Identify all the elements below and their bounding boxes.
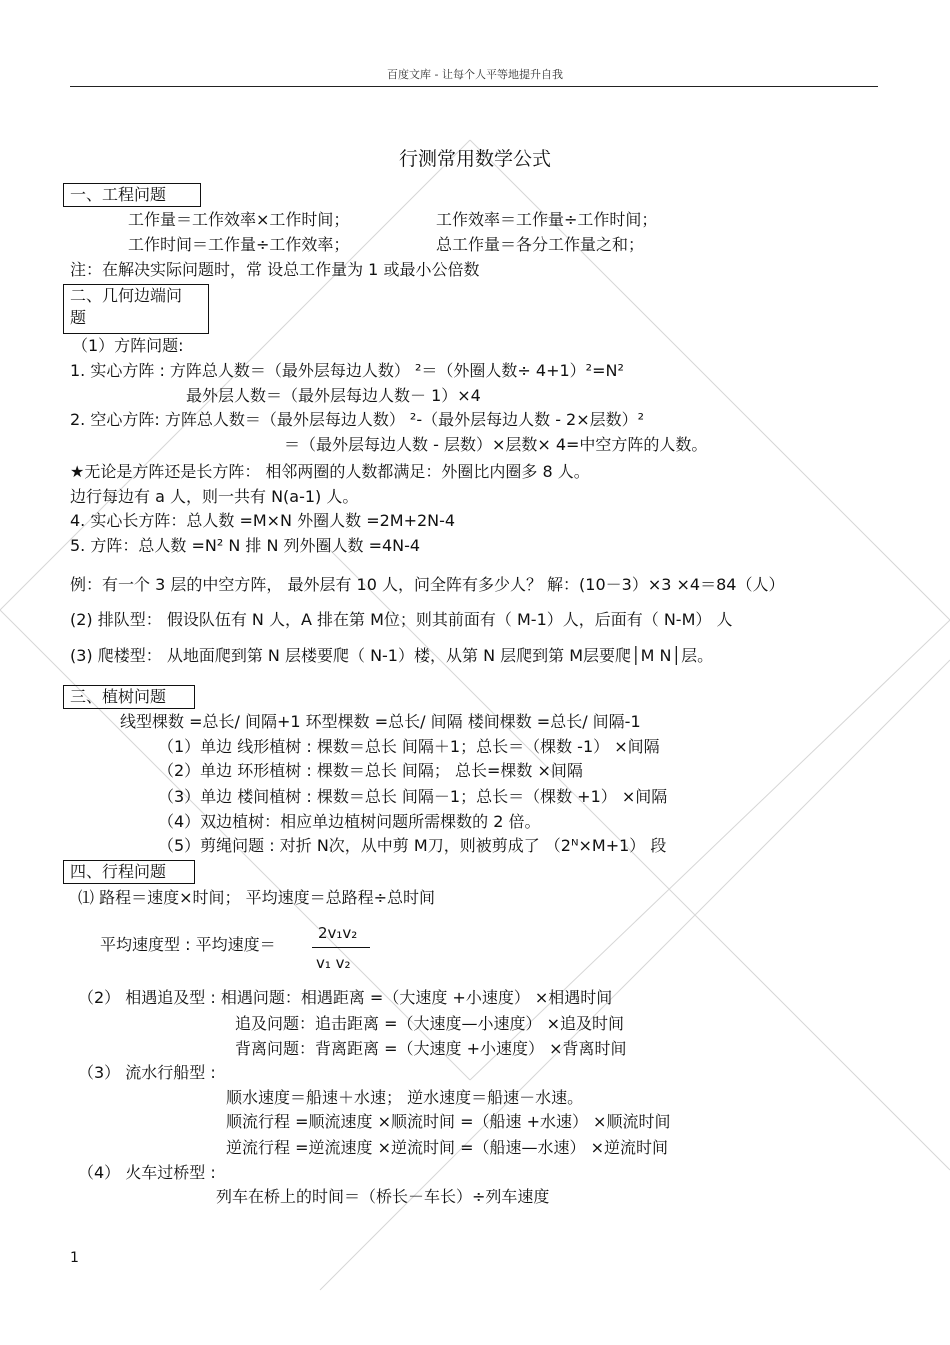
chasing-line: 追及问题：追击距离 =（大速度—小速度） ×追及时间 [235,1014,624,1033]
tree-linear-line: （1）单边 线形植树 : 棵数＝总长 间隔＋1；总长＝（棵数 -1） ×间隔 [158,737,660,756]
separating-line: 背离问题：背离距离 =（大速度 +小速度） ×背离时间 [235,1039,627,1058]
solid-square-line: 1. 实心方阵 : 方阵总人数＝（最外层每边人数） ²＝（外圈人数÷ 4+1）²=N² [70,361,624,380]
section-heading-engineering: 一、工程问题 [63,183,201,207]
downstream-line: 顺流行程 =顺流速度 ×顺流时间 =（船速 +水速） ×顺流时间 [226,1112,671,1131]
hollow-square-line: 2. 空心方阵: 方阵总人数＝（最外层每边人数） ²-（最外层每边人数 - 2×层数）² [70,410,645,429]
page-header: 百度文库 - 让每个人平等地提升自我 [387,68,563,81]
section-heading-travel: 四、行程问题 [63,860,195,884]
tree-count-summary: 线型棵数 =总长/ 间隔+1 环型棵数 =总长/ 间隔 楼间棵数 =总长/ 间隔-1 [120,712,641,731]
train-bridge-line: 列车在桥上的时间＝（桥长－车长）÷列车速度 [216,1187,550,1206]
section-heading-geometry [63,284,209,334]
formula-work-time: 工作时间＝工作量÷工作效率； [128,235,350,254]
boat-type-line: （3） 流水行船型 : [78,1063,216,1082]
stairs-type-line: (3) 爬楼型： 从地面爬到第 N 层楼要爬（ N-1）楼，从第 N 层爬到第 M层要爬│M N│层。 [70,646,714,665]
queue-type-line: (2) 排队型： 假设队伍有 N 人，A 排在第 M位；则其前面有（ M-1）人，后面有（ N-M） 人 [70,610,733,629]
section-heading-geometry-line1: 二、几何边端问 [70,286,183,305]
solid-rectangle-line: 4. 实心长方阵：总人数 =M×N 外圈人数 =2M+2N-4 [70,511,456,530]
train-type-line: （4） 火车过桥型 : [78,1163,216,1182]
upstream-line: 逆流行程 =逆流速度 ×逆流时间 =（船速—水速） ×逆流时间 [226,1138,668,1157]
distance-line: ⑴ 路程＝速度×时间； 平均速度＝总路程÷总时间 [78,888,435,907]
tree-ring-line: （2）单边 环形植树 : 棵数＝总长 间隔； 总长=棵数 ×间隔 [158,761,583,780]
formula-work-efficiency: 工作效率＝工作量÷工作时间； [436,210,658,229]
section-heading-geometry-line2: 题 [70,308,87,327]
edge-row-line: 边行每边有 a 人，则一共有 N(a-1) 人。 [70,487,359,506]
average-speed-denominator: v₁ v₂ [316,954,351,972]
average-speed-label: 平均速度型 : 平均速度＝ [100,935,276,954]
tree-building-line: （3）单边 楼间植树 : 棵数＝总长 间隔－1；总长＝（棵数 +1） ×间隔 [158,787,668,806]
section-heading-tree-planting: 三、植树问题 [63,685,195,709]
page-title: 行测常用数学公式 [398,148,551,170]
header-rule [70,86,878,87]
meeting-line: （2） 相遇追及型 : 相遇问题：相遇距离 =（大速度 +小速度） ×相遇时间 [78,988,613,1007]
average-speed-numerator: 2v₁v₂ [318,924,358,942]
tree-double-line: （4）双边植树：相应单边植树问题所需棵数的 2 倍。 [158,812,541,831]
star-note-line: ★无论是方阵还是长方阵： 相邻两圈的人数都满足：外圈比内圈多 8 人。 [70,462,590,481]
rope-cut-line: （5）剪绳问题 : 对折 N次，从中剪 M刀，则被剪成了 （2ᴺ×M+1） 段 [158,836,667,855]
outer-layer-line: 最外层人数＝（最外层每边人数－ 1）×4 [186,386,481,405]
hollow-square-line2: ＝（最外层每边人数 - 层数）×层数× 4=中空方阵的人数。 [284,435,708,454]
formula-work-amount: 工作量＝工作效率×工作时间； [128,210,350,229]
example-line: 例：有一个 3 层的中空方阵， 最外层有 10 人，问全阵有多少人？ 解：(10－3）×3 ×4＝84（人） [70,575,785,594]
subsection-square-array: （1）方阵问题: [72,336,184,355]
page-number: 1 [70,1250,79,1266]
square-total-line: 5. 方阵：总人数 =N² N 排 N 列外圈人数 =4N-4 [70,536,421,555]
note-line: 注：在解决实际问题时，常 设总工作量为 1 或最小公倍数 [70,260,480,279]
boat-speed-line: 顺水速度＝船速＋水速； 逆水速度＝船速－水速。 [226,1088,584,1107]
fraction-bar [312,947,370,948]
formula-total-work: 总工作量＝各分工作量之和； [436,235,645,254]
